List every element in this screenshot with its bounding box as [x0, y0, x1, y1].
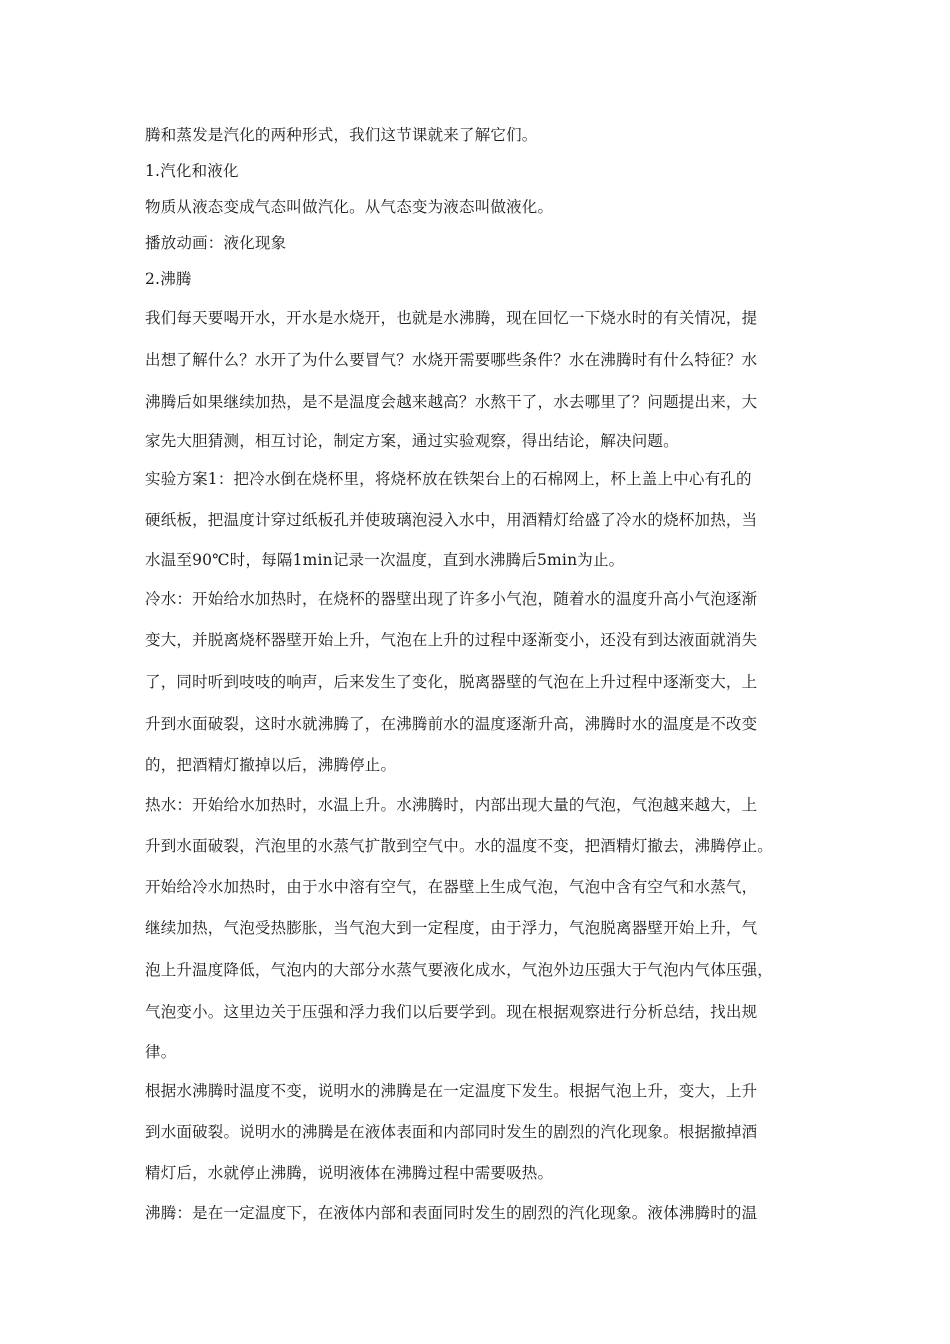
section-heading-boiling: 2.沸腾 [145, 270, 192, 288]
text-line: 水温至90℃时，每隔1min记录一次温度，直到水沸腾后5min为止。 [145, 551, 625, 569]
text-line: 根据水沸腾时温度不变，说明水的沸腾是在一定温度下发生。根据气泡上升，变大，上升 [145, 1082, 758, 1100]
text-line: 律。 [145, 1043, 177, 1061]
text-line: 实验方案1：把冷水倒在烧杯里，将烧杯放在铁架台上的石棉网上，杯上盖上中心有孔的 [145, 470, 752, 488]
text-line: 硬纸板，把温度计穿过纸板孔并使玻璃泡浸入水中，用酒精灯给盛了冷水的烧杯加热，当 [145, 511, 758, 529]
text-line: 出想了解什么？水开了为什么要冒气？水烧开需要哪些条件？水在沸腾时有什么特征？水 [145, 351, 758, 369]
text-line: 升到水面破裂，这时水就沸腾了，在沸腾前水的温度逐渐升高，沸腾时水的温度是不改变 [145, 715, 758, 733]
text-line: 泡上升温度降低，气泡内的大部分水蒸气要液化成水，气泡外边压强大于气泡内气体压强， [145, 961, 774, 979]
text-line: 了，同时听到吱吱的响声，后来发生了变化，脱离器壁的气泡在上升过程中逐渐变大，上 [145, 673, 758, 691]
text-line: 开始给冷水加热时，由于水中溶有空气，在器壁上生成气泡，气泡中含有空气和水蒸气， [145, 878, 758, 896]
text-line: 继续加热，气泡受热膨胀，当气泡大到一定程度，由于浮力，气泡脱离器壁开始上升，气 [145, 919, 758, 937]
text-line: 冷水：开始给水加热时，在烧杯的器壁出现了许多小气泡，随着水的温度升高小气泡逐渐 [145, 590, 758, 608]
text-line: 的，把酒精灯撤掉以后，沸腾停止。 [145, 756, 397, 774]
document-body [145, 117, 825, 1233]
text-line: 沸腾后如果继续加热，是不是温度会越来越高？水熬干了，水去哪里了？问题提出来，大 [145, 393, 758, 411]
text-line: 精灯后，水就停止沸腾，说明液体在沸腾过程中需要吸热。 [145, 1164, 554, 1182]
text-line: 变大，并脱离烧杯器壁开始上升，气泡在上升的过程中逐渐变小，还没有到达液面就消失 [145, 631, 758, 649]
text-line: 物质从液态变成气态叫做汽化。从气态变为液态叫做液化。 [145, 198, 554, 216]
text-line: 腾和蒸发是汽化的两种形式，我们这节课就来了解它们。 [145, 126, 538, 144]
text-line: 升到水面破裂，汽泡里的水蒸气扩散到空气中。水的温度不变，把酒精灯撤去，沸腾停止。 [145, 837, 774, 855]
text-line: 播放动画：液化现象 [145, 234, 287, 252]
section-heading-vaporization: 1.汽化和液化 [145, 162, 239, 180]
text-line: 到水面破裂。说明水的沸腾是在液体表面和内部同时发生的剧烈的汽化现象。根据撤掉酒 [145, 1123, 758, 1141]
text-line: 家先大胆猜测，相互讨论，制定方案，通过实验观察，得出结论，解决问题。 [145, 432, 679, 450]
text-line: 我们每天要喝开水，开水是水烧开，也就是水沸腾，现在回忆一下烧水时的有关情况，提 [145, 309, 758, 327]
text-line: 热水：开始给水加热时，水温上升。水沸腾时，内部出现大量的气泡，气泡越来越大，上 [145, 796, 758, 814]
text-line: 气泡变小。这里边关于压强和浮力我们以后要学到。现在根据观察进行分析总结，找出规 [145, 1003, 758, 1021]
text-line: 沸腾：是在一定温度下，在液体内部和表面同时发生的剧烈的汽化现象。液体沸腾时的温 [145, 1204, 758, 1222]
